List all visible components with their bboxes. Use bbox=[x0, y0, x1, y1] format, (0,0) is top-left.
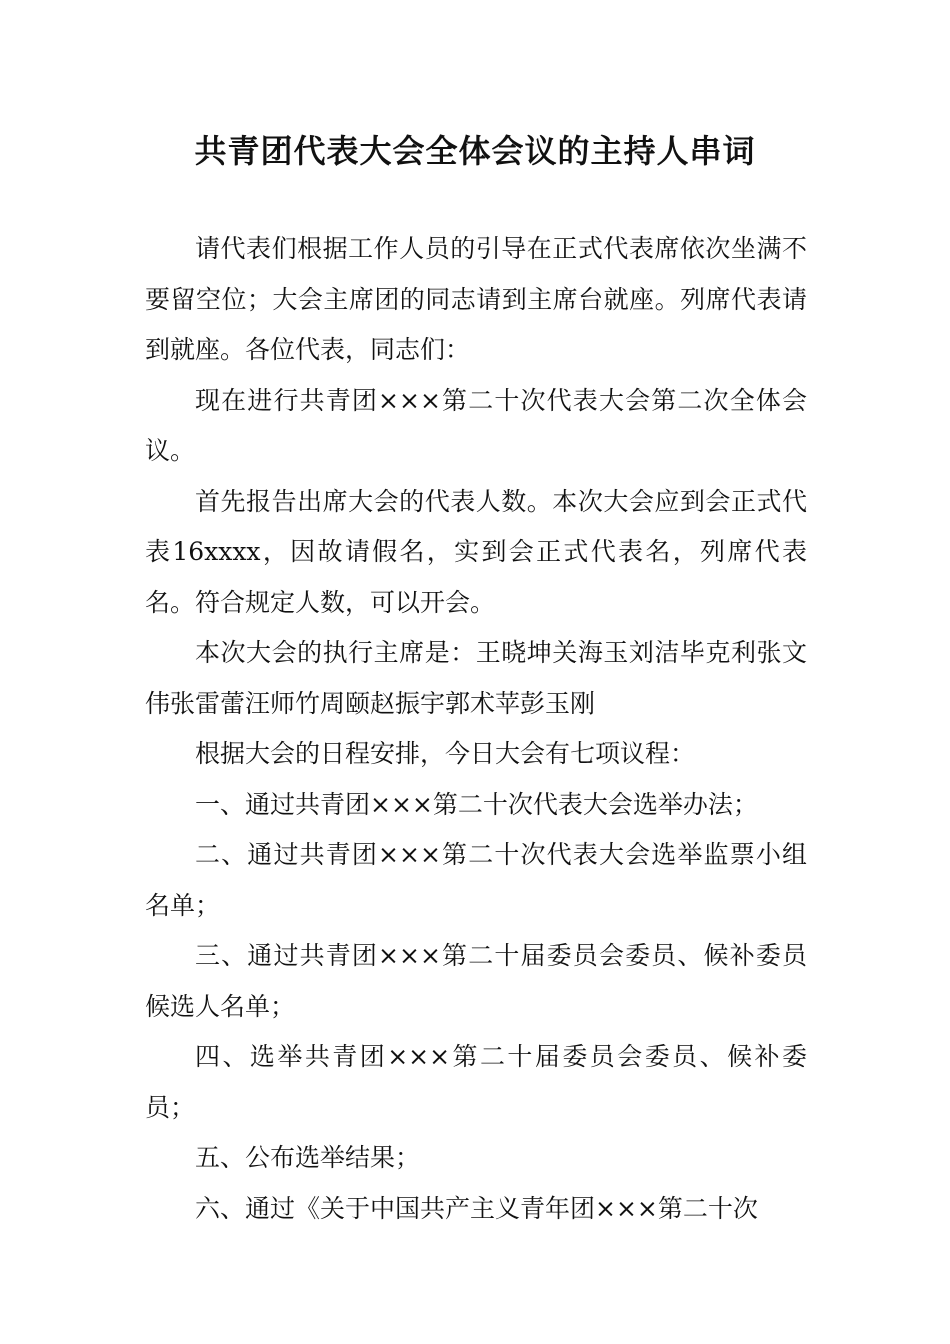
agenda-item-2: 二、通过共青团×××第二十次代表大会选举监票小组名单； bbox=[145, 840, 807, 920]
agenda-item-1: 一、通过共青团×××第二十次代表大会选举办法； bbox=[195, 789, 758, 819]
agenda-item-6: 六、通过《关于中国共产主义青年团×××第二十次 bbox=[195, 1193, 758, 1223]
paragraph-meeting-start: 现在进行共青团×××第二十次代表大会第二次全体会议。 bbox=[145, 385, 807, 465]
paragraph-presidium: 本次大会的执行主席是：王晓坤关海玉刘洁毕克利张文伟张雷蕾汪师竹周颐赵振宇郭术苹彭玉刚 bbox=[145, 638, 807, 718]
agenda-item-3: 三、通过共青团×××第二十届委员会委员、候补委员候选人名单； bbox=[145, 941, 807, 1021]
agenda-item-5: 五、公布选举结果； bbox=[195, 1143, 421, 1172]
document-body bbox=[145, 224, 807, 1234]
agenda-item-4: 四、选举共青团×××第二十届委员会委员、候补委员； bbox=[145, 1042, 807, 1122]
paragraph-attendance: 首先报告出席大会的代表人数。本次大会应到会正式代表16xxxx，因故请假名，实到会正式代表名，列席代表名。符合规定人数，可以开会。 bbox=[145, 486, 807, 617]
paragraph-opening: 请代表们根据工作人员的引导在正式代表席依次坐满不要留空位；大会主席团的同志请到主席台就座。列席代表请到就座。各位代表，同志们： bbox=[145, 234, 807, 364]
document-title: 共青团代表大会全体会议的主持人串词 bbox=[194, 132, 756, 170]
paragraph-agenda-intro: 根据大会的日程安排，今日大会有七项议程： bbox=[195, 739, 696, 768]
